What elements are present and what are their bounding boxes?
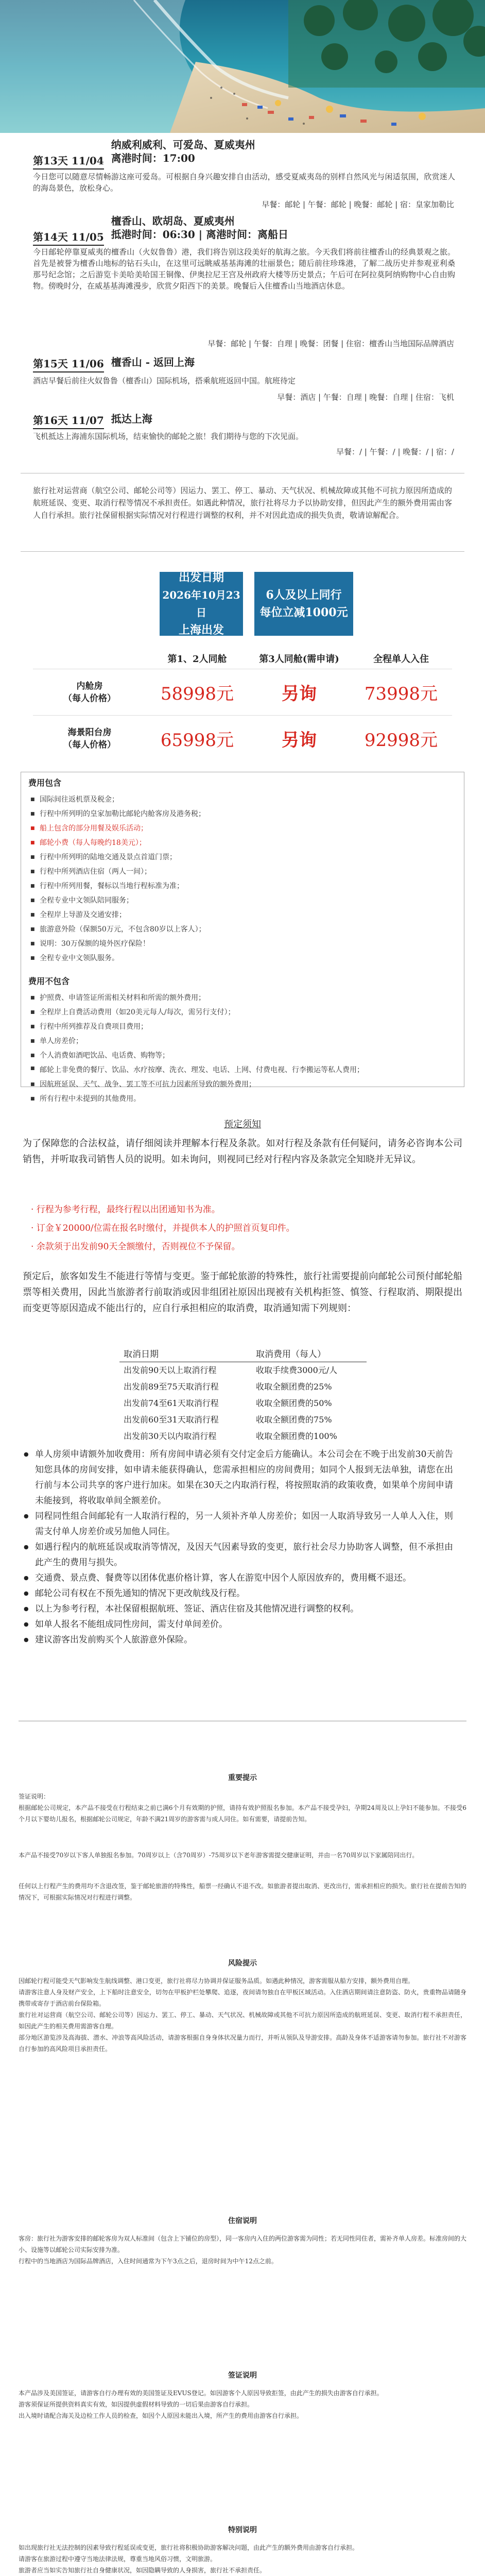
included-item: ■ 船上包含的部分用餐及娱乐活动； <box>40 821 457 836</box>
cancellation-row <box>119 1379 367 1395</box>
excluded-item: ■ 个人消费如酒吧饮品、电话费、购物等； <box>40 1048 457 1063</box>
day15-title-block <box>111 355 195 369</box>
included-item: ■ 全程专业中文领队服务。 <box>40 951 457 965</box>
price-value: 92998元 <box>364 730 438 751</box>
included-item: ■ 行程中所列明的陆地交通及景点首道门票； <box>40 850 457 865</box>
booking-red-item: · 行程为参考行程，最终行程以出团通知书为准。 <box>31 1205 220 1215</box>
booking-red-list <box>31 1200 453 1256</box>
group-discount-line2: 每位立减1000元 <box>259 606 348 619</box>
booking-intro: 为了保障您的合法权益，请仔细阅读并理解本行程及条款。如对行程及条款有任何疑问，请务必咨询本公司销售，并听取我司销售人员的说明。如未询问，则视同已经对行程内容及条款完全知晓并无异议。 <box>23 1138 462 1165</box>
day13-section <box>0 138 485 170</box>
excluded-list <box>21 991 464 1111</box>
day16-title-block <box>111 412 152 426</box>
fine-section: 本产品不接受70岁以下客人单独报名参加。70周岁以上（含70周岁）-75周岁以下老年游客需提交健康证明，并由一名70周岁以下家属陪同出行。 <box>19 1852 419 1859</box>
fine-visa: 本产品涉及美国签证，请游客自行办理有效的美国签证及EVUS登记。如因游客个人原因导致拒签，由此产生的损失由游客自行承担。 游客须保证所提供资料真实有效，如因提供虚假材料导致的一切后果由游客自行承担。 出入境时请配合海关及边检工作人员的检查，如因个人原因未能出入境，所产生的费用由游客自行承担。 <box>19 2389 383 2419</box>
included-item: ■ 行程中所列用餐，餐标以当地行程标准为准； <box>40 879 457 893</box>
price-row-label <box>33 726 146 751</box>
departure-date-banner <box>160 572 243 636</box>
group-discount-line1: 6人及以上同行 <box>266 588 342 602</box>
section-divider <box>21 551 464 552</box>
cancellation-header-row <box>119 1345 367 1362</box>
cancellation-row <box>119 1395 367 1412</box>
day15-meals: 早餐：酒店 | 午餐：自理 | 晚餐：自理 | 住宿：飞机 <box>277 393 454 402</box>
excluded-title: 费用不包含 <box>28 976 70 986</box>
included-item: ■ 全程专业中文领队陪同服务； <box>40 893 457 908</box>
excluded-item: ■ 护照费、申请签证所需相关材料和所需的额外费用； <box>40 991 457 1005</box>
day14-title: 檀香山、欧胡岛、夏威夷州 <box>111 215 235 227</box>
booking-bullet: ● 如单人报名不能组成同性房间，需支付单间差价。 <box>35 1617 453 1632</box>
cancellation-row <box>119 1428 367 1445</box>
price-enquire: 另询 <box>282 684 317 704</box>
beach-illustration <box>0 0 485 133</box>
included-item: ■ 说明：30万保额的境外医疗保险！ <box>40 937 457 951</box>
excluded-item: ■ 单人房差价； <box>40 1034 457 1048</box>
excluded-item: ■ 邮轮上非免费的餐厅、饮品、水疗按摩、洗衣、理发、电话、上网、付费电视、行李搬运等私人费用； <box>40 1063 457 1077</box>
fine-title-visa: 签证说明 <box>228 2371 257 2380</box>
price-value: 58998元 <box>160 684 234 704</box>
booking-bullet: ● 如遇行程内的航班延误或取消等情况，及因天气因素导致的变更，旅行社会尽力协助客人调整，但不承担由此产生的费用与损失。 <box>35 1539 453 1570</box>
excluded-item: ■ 行程中所列推荐及自费项目费用； <box>40 1020 457 1034</box>
cabin-type: 海景阳台房 <box>67 727 112 738</box>
day16-label: 第16天 11/07 <box>33 412 104 429</box>
fine-title-risk: 风险提示 <box>228 1959 257 1968</box>
day14-description: 今日邮轮停靠夏威夷的檀香山（火奴鲁鲁）港，我们将告别这段美好的航海之旅。今天我们将前往檀香山的经典景观之旅。首先是被誉为檀香山地标的钻石头山，在这里可远眺威基基海滩的壮丽景色；随后前往珍珠港，了解二战历史并参观亚利桑那号纪念馆；之后游览卡美哈美哈国王铜像、伊奥拉尼王宫及州政府大楼等历史景点；午后可在阿拉莫阿纳购物中心自由购物。傍晚时分，在威基基海滩漫步，欣赏夕阳西下的美景。晚餐后入住檀香山当地酒店休息。 <box>33 247 455 291</box>
cabin-unit: （每人价格） <box>63 693 116 704</box>
day14-title-block <box>111 214 288 241</box>
price-row-balcony-cabin <box>33 715 452 761</box>
disclaimer-notice: 旅行社对运营商（航空公司、邮轮公司等）因运力、罢工、停工、暴动、天气状况、机械故障或其他不可抗力原因所造成的航班延误、变更、取消行程等情况不承担责任。如遇此种情况，旅行社将尽力予以协助安排，但因此产生的额外费用需由客人自行承担。旅行社保留根据实际情况对行程进行调整的权利，并不对因此造成的损失负责，敬请谅解配合。 <box>33 486 452 520</box>
booking-red-item: · 订金￥20000/位需在报名时缴付，并提供本人的护照首页复印件。 <box>31 1223 295 1233</box>
cabin-type: 内舱房 <box>76 681 103 691</box>
cancellation-period: 出发前60至31天取消行程 <box>124 1415 219 1425</box>
price-header-col1: 第1、2人同舱 <box>167 654 227 665</box>
departure-city: 上海出发 <box>178 623 224 637</box>
fine-risk: 因邮轮行程可能受天气影响发生航线调整、港口变更，旅行社将尽力协调并保证服务品质。如遇此种情况，游客需服从船方安排，额外费用自理。 请游客注意人身及财产安全，上下船时注意安全，切勿在甲板护栏处攀爬、追逐，夜间请勿独自在甲板区域活动。入住酒店期间请注意防盗、防火，贵重物品请随身携带或寄存于酒店前台保险箱。 旅行社对运营商（航空公司、邮轮公司等）因运力、罢工、停工、暴动、天气状况、机械故障或其他不可抗力原因所造成的航班延误、变更、取消行程不承担责任，如因此产生的相关费用需游客自理。 部分地区游览涉及高海拔、潜水、冲浪等高风险活动，请游客根据自身身体状况量力而行，并听从领队及导游安排。高龄及身体不适游客请勿参加。旅行社不对游客自行参加的高风险项目承担责任。 <box>19 1977 466 2053</box>
cancellation-period: 出发前90天以上取消行程 <box>124 1365 217 1375</box>
day14-meals: 早餐：邮轮 | 午餐：自理 | 晚餐：团餐 | 住宿：檀香山当地国际品牌酒店 <box>207 339 454 348</box>
day15-description: 酒店早餐后前往火奴鲁鲁（檀香山）国际机场，搭乘航班返回中国。航班待定 <box>33 376 296 385</box>
cancellation-period: 出发前74至61天取消行程 <box>124 1398 219 1408</box>
price-enquire: 另询 <box>282 730 317 751</box>
day14-time: 抵港时间：06:30 | 离港时间：离船日 <box>111 228 289 241</box>
booking-bullet: ● 交通费、景点费、餐费等以团体优惠价格计算，客人在游览中因个人原因放弃的，费用概不退还。 <box>35 1570 453 1586</box>
day13-meals: 早餐：邮轮 | 午餐：邮轮 | 晚餐：邮轮 | 宿：皇家加勒比 <box>262 200 454 209</box>
day16-section <box>0 412 485 429</box>
day13-title-block <box>111 138 255 165</box>
excluded-item: ■ 全程岸上自费活动费用（如20美元每人/每次，需另行支付）； <box>40 1005 457 1020</box>
price-header-col3: 全程单人入住 <box>373 654 429 665</box>
fine-title-special: 特别说明 <box>228 2526 257 2534</box>
cost-box <box>21 772 464 1103</box>
cancellation-header: 取消日期 <box>119 1345 252 1362</box>
day16-title: 抵达上海 <box>111 413 152 425</box>
cancellation-fee: 收取全额团费的100% <box>256 1431 337 1441</box>
fine-title-lodging: 住宿说明 <box>228 2217 257 2225</box>
booking-bullets <box>35 1447 453 1648</box>
included-item: ■ 行程中所列酒店住宿（两人一间）； <box>40 865 457 879</box>
departure-date: 2026年10月23日 <box>162 589 240 619</box>
fine-title-important: 重要提示 <box>228 1774 257 1782</box>
cancellation-fee: 收取全额团费的75% <box>256 1415 332 1425</box>
day15-section <box>0 355 485 372</box>
cancellation-intro: 预定后，旅客如发生不能进行等情与变更。鉴于邮轮旅游的特殊性，旅行社需要提前向邮轮公司预付邮轮船票等相关费用，因此当旅游者行前取消或因非组团社原因出现被有关机构拒签、慎签、行程取消、期限提出而变更等原因造成不能出行的，应自行承担相应的取消费，取消通知需下列规则： <box>23 1271 462 1314</box>
hero-beach-image <box>0 0 485 133</box>
fine-special: 如出现旅行社无法控制的因素导致行程延误或变更，旅行社将积极协助游客解决问题，由此产生的额外费用由游客自行承担。 请游客在旅游过程中遵守当地法律法规，尊重当地风俗习惯，文明旅游。 旅游者应当如实告知旅行社自身健康状况，如因隐瞒导致的人身损害，旅行社不承担责任。 <box>19 2544 359 2574</box>
excluded-item: ■ 因航班延误、天气、战争、罢工等不可抗力因素所导致的额外费用； <box>40 1077 457 1092</box>
fine-lodging: 客房：旅行社为游客安排的邮轮客房为双人标准间（包含上下铺位的房型），同一客房内入住的两位游客需为同性；若无同性同住者，需补齐单人房差。标准房间的大小、设施等以邮轮公司实际安排为准。 行程中的当地酒店为国际品牌酒店，入住时间通常为下午3点之后，退房时间为中午12点之前。 <box>19 2235 467 2265</box>
day13-label: 第13天 11/04 <box>33 152 104 170</box>
cancellation-fee: 收取全额团费的25% <box>256 1382 332 1392</box>
day13-time: 离港时间：17:00 <box>111 152 195 164</box>
booking-red-item: · 余款须于出发前90天全额缴付，否则视位不予保留。 <box>31 1242 240 1252</box>
booking-bullet: ● 邮轮公司有权在不预先通知的情况下更改航线及行程。 <box>35 1586 453 1601</box>
cancellation-row <box>119 1412 367 1428</box>
price-value: 73998元 <box>364 684 438 704</box>
booking-title: 预定须知 <box>224 1119 261 1130</box>
day13-title: 纳威利威利、可爱岛、夏威夷州 <box>111 139 255 151</box>
price-row-label <box>33 680 146 705</box>
price-table <box>33 648 452 761</box>
departure-label: 出发日期 <box>178 571 224 584</box>
cancellation-fee: 收取全额团费的50% <box>256 1398 332 1408</box>
cancellation-period: 出发前89至75天取消行程 <box>124 1382 219 1392</box>
cabin-unit: （每人价格） <box>63 739 116 750</box>
day16-meals: 早餐：/ | 午餐：/ | 晚餐：/ | 宿：/ <box>336 447 454 456</box>
day14-section <box>0 214 485 246</box>
day15-label: 第15天 11/06 <box>33 355 104 372</box>
fine-section: 任何以上行程产生的费用均不含退改签，鉴于邮轮旅游的特殊性，船票一经确认不退不改。如旅游者提出取消、更改出行，需承担相应的损失。旅行社在提前告知的情况下，可根据实际情况对行程进行调整。 <box>19 1883 466 1901</box>
included-item: ■ 行程中所列明的皇家加勒比邮轮内舱客房及港务税； <box>40 807 457 821</box>
cancellation-table <box>119 1345 367 1445</box>
included-item: ■ 国际间往返机票及税金； <box>40 792 457 807</box>
booking-bullet: ● 建议游客出发前购买个人旅游意外保险。 <box>35 1632 453 1648</box>
fine-section: 签证说明： 根据邮轮公司规定，本产品不接受在行程结束之前已满6个月有效期的护照，请持有效护照报名参加。本产品不接受孕妇，孕期24周及以上孕妇不能参加。不接受6个月以下婴幼儿报名，根据邮轮公司规定，年龄不满21周岁的游客需与成人同住。如有需要，请提前告知。 <box>19 1793 466 1823</box>
day13-description: 今日您可以随意尽情畅游这座可爱岛。可根据自身兴趣安排自由活动，感受夏威夷岛的别样自然风光与闲适氛围，欣赏迷人的海岛景色，放松身心。 <box>33 172 455 193</box>
day16-description: 飞机抵达上海浦东国际机场，结束愉快的邮轮之旅！我们期待与您的下次见面。 <box>33 432 304 441</box>
excluded-item: ■ 所有行程中未提到的其他费用。 <box>40 1092 457 1106</box>
booking-bullet: ● 单人房须申请额外加收费用：所有房间申请必须有交付定金后方能确认。本公司会在不晚于出发前30天前告知您具体的房间安排，如申请未能获得确认，您需承担相应的房间费用；如同个人报到无法单独，请您在出行前与本公司共享的客户进行加床。如果在30天之内取消行程，将按照取消的政策收费，如果单个房间申请未能接到，将收取单间全额差价。 <box>35 1447 453 1509</box>
cancellation-header: 取消费用（每人） <box>252 1345 367 1362</box>
price-value: 65998元 <box>160 730 234 751</box>
price-header-col2: 第3人同舱(需申请) <box>259 654 339 665</box>
included-list <box>21 792 464 971</box>
included-item: ■ 全程岸上导游及交通安排； <box>40 908 457 922</box>
booking-bullet: ● 同程同性组合间邮轮有一人取消行程的，另一人须补齐单人房差价；如因一人取消导致另一人单人入住，则需支付单人房差价或另加他人同住。 <box>35 1509 453 1539</box>
day14-label: 第14天 11/05 <box>33 229 104 246</box>
cancellation-period: 出发前30天以内取消行程 <box>124 1431 217 1441</box>
included-item: ■ 旅游意外险（保额50万元，不包含80岁以上客人）； <box>40 922 457 937</box>
included-item: ■ 邮轮小费（每人每晚约18美元）； <box>40 836 457 850</box>
cancellation-row <box>119 1362 367 1379</box>
included-title: 费用包含 <box>28 778 62 788</box>
group-discount-banner <box>254 572 353 636</box>
price-table-header <box>33 648 452 669</box>
day15-title: 檀香山 - 返回上海 <box>111 356 195 368</box>
price-row-inside-cabin <box>33 669 452 715</box>
cancellation-fee: 收取手续费3000元/人 <box>256 1365 338 1375</box>
booking-bullet: ● 以上为参考行程，本社保留根据航班、签证、酒店住宿及其他情况进行调整的权利。 <box>35 1601 453 1617</box>
